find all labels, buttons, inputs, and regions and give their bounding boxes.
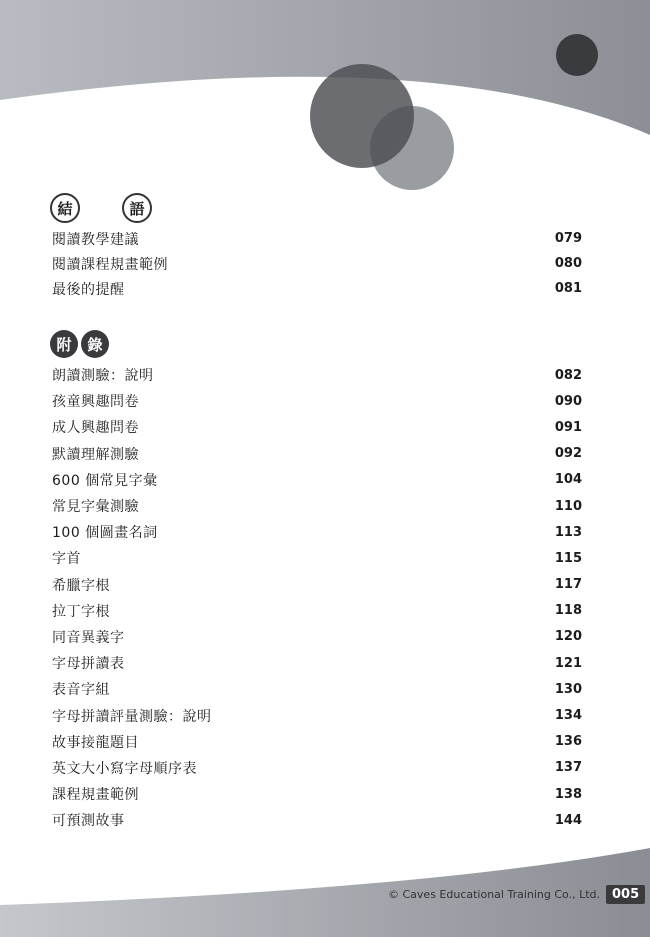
toc-row[interactable] (52, 729, 582, 755)
toc-title: 閱讀教學建議 (52, 231, 139, 248)
toc-row[interactable] (52, 572, 582, 598)
toc-row[interactable] (52, 441, 582, 467)
toc-page: 080 (554, 256, 582, 271)
toc-row[interactable] (52, 388, 582, 414)
toc-page: 137 (554, 760, 582, 776)
copyright-text: © Caves Educational Training Co., Ltd. (388, 888, 601, 901)
toc-row[interactable] (52, 755, 582, 781)
toc-title: 字母拼讀評量測驗：說明 (52, 708, 212, 725)
toc-title: 字母拼讀表 (52, 656, 125, 673)
page-footer (388, 885, 645, 904)
dark-circle (310, 64, 414, 168)
toc-row[interactable] (52, 807, 582, 833)
toc-title: 希臘字根 (52, 577, 110, 594)
toc-title: 英文大小寫字母順序表 (52, 760, 197, 777)
toc-page: 130 (554, 681, 582, 697)
appendix-heading (50, 330, 109, 358)
toc-page: 117 (554, 577, 582, 593)
toc-page: 092 (554, 446, 582, 462)
toc-page: 134 (554, 708, 582, 724)
toc-row[interactable] (52, 624, 582, 650)
toc-row[interactable] (52, 251, 582, 276)
toc-page: 091 (554, 419, 582, 435)
toc-title: 最後的提醒 (52, 281, 125, 298)
conclusion-heading (50, 193, 152, 223)
conclusion-heading-char-2: 語 (122, 193, 152, 223)
toc-title: 閱讀課程規畫範例 (52, 256, 168, 273)
toc-page: 118 (554, 603, 582, 619)
toc-page: 113 (554, 524, 582, 540)
appendix-toc (52, 362, 582, 833)
toc-title: 100 個圖畫名詞 (52, 525, 158, 542)
toc-page: 115 (554, 550, 582, 566)
toc-row[interactable] (52, 467, 582, 493)
toc-page: 104 (554, 472, 582, 488)
toc-title: 同音異義字 (52, 629, 125, 646)
toc-row[interactable] (52, 650, 582, 676)
toc-page: 081 (554, 281, 582, 296)
toc-title: 可預測故事 (52, 813, 125, 830)
toc-title: 字首 (52, 551, 81, 568)
toc-page: 079 (554, 231, 582, 246)
toc-page: 110 (554, 498, 582, 514)
toc-title: 課程規畫範例 (52, 787, 139, 804)
toc-page: 138 (554, 786, 582, 802)
conclusion-toc (52, 226, 582, 301)
toc-page: 082 (554, 367, 582, 383)
toc-title: 600 個常見字彙 (52, 472, 158, 489)
toc-title: 成人興趣問卷 (52, 420, 139, 437)
toc-page: 136 (554, 734, 582, 750)
toc-row[interactable] (52, 545, 582, 571)
appendix-heading-char-2: 錄 (81, 330, 109, 358)
toc-row[interactable] (52, 493, 582, 519)
toc-row[interactable] (52, 702, 582, 728)
toc-page: 090 (554, 393, 582, 409)
toc-row[interactable] (52, 598, 582, 624)
toc-title: 表音字組 (52, 682, 110, 699)
toc-row[interactable] (52, 276, 582, 301)
toc-title: 拉丁字根 (52, 603, 110, 620)
toc-row[interactable] (52, 414, 582, 440)
toc-title: 常見字彙測驗 (52, 499, 139, 516)
toc-title: 朗讀測驗：說明 (52, 368, 154, 385)
toc-page: 120 (554, 629, 582, 645)
toc-page: 144 (554, 812, 582, 828)
toc-row[interactable] (52, 362, 582, 388)
small-dark-circle (556, 34, 598, 76)
toc-row[interactable] (52, 781, 582, 807)
toc-title: 默讀理解測驗 (52, 446, 139, 463)
toc-row[interactable] (52, 676, 582, 702)
toc-page: 121 (554, 655, 582, 671)
page-number: 005 (606, 885, 645, 904)
toc-row[interactable] (52, 519, 582, 545)
toc-title: 故事接龍題目 (52, 734, 139, 751)
toc-title: 孩童興趣問卷 (52, 394, 139, 411)
appendix-heading-char-1: 附 (50, 330, 78, 358)
toc-row[interactable] (52, 226, 582, 251)
conclusion-heading-char-1: 結 (50, 193, 80, 223)
